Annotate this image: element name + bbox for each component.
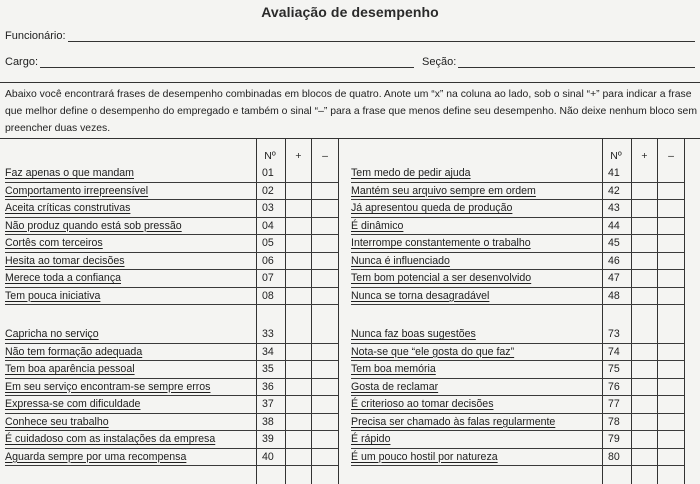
- right-end-column-line: [684, 139, 685, 484]
- minus-checkbox[interactable]: [658, 344, 684, 361]
- minus-checkbox[interactable]: [312, 288, 338, 305]
- item-number: 46: [608, 254, 620, 267]
- plus-checkbox[interactable]: [286, 449, 312, 466]
- plus-checkbox[interactable]: [632, 270, 658, 287]
- plus-checkbox[interactable]: [286, 270, 312, 287]
- phrase: Capricha no serviço: [5, 328, 99, 340]
- minus-checkbox[interactable]: [658, 449, 684, 466]
- table-row: [5, 326, 338, 344]
- plus-checkbox[interactable]: [286, 326, 312, 343]
- minus-checkbox[interactable]: [312, 218, 338, 235]
- item-number: 08: [262, 289, 274, 302]
- phrase: Interrompe constantemente o trabalho: [351, 237, 531, 249]
- table-row: [5, 379, 338, 397]
- minus-checkbox[interactable]: [312, 270, 338, 287]
- table-row: [351, 288, 684, 306]
- minus-checkbox[interactable]: [658, 288, 684, 305]
- phrase: Tem boa aparência pessoal: [5, 363, 135, 375]
- item-number: 07: [262, 272, 274, 284]
- minus-checkbox[interactable]: [658, 270, 684, 287]
- item-number: 35: [262, 363, 274, 375]
- plus-checkbox[interactable]: [286, 288, 312, 305]
- plus-checkbox[interactable]: [632, 218, 658, 235]
- phrase: Comportamento irrepreensível: [5, 184, 149, 197]
- item-number: 04: [262, 219, 274, 232]
- plus-checkbox[interactable]: [632, 344, 658, 361]
- minus-checkbox[interactable]: [312, 414, 338, 431]
- table-row: [5, 288, 338, 306]
- minus-checkbox[interactable]: [312, 361, 338, 378]
- minus-checkbox[interactable]: [312, 165, 338, 182]
- item-number: 80: [608, 450, 620, 463]
- minus-checkbox[interactable]: [312, 449, 338, 466]
- table-row: [351, 235, 684, 253]
- phrase: Tem pouca iniciativa: [5, 289, 101, 302]
- plus-checkbox[interactable]: [632, 288, 658, 305]
- phrase: É criterioso ao tomar decisões: [351, 398, 494, 410]
- table-row: [5, 235, 338, 253]
- item-number: 03: [262, 202, 274, 214]
- instructions-text: Abaixo você encontrará frases de desempenho combinadas em blocos de quatro. Anote um “x” na coluna ao lado, sob o sinal “+” para indicar a frase que melhor define o desempenho do empregado e também o sinal “–” para a frase que menos define seu desempenho. Não deixe nenhum bloco sem preencher duas vezes.: [5, 89, 697, 134]
- right-number-header: Nº: [610, 150, 622, 162]
- minus-checkbox[interactable]: [312, 200, 338, 217]
- plus-checkbox[interactable]: [632, 396, 658, 413]
- table-row: [5, 396, 338, 414]
- plus-checkbox[interactable]: [286, 165, 312, 182]
- table-row: [5, 431, 338, 449]
- plus-checkbox[interactable]: [286, 396, 312, 413]
- plus-checkbox[interactable]: [286, 253, 312, 270]
- plus-checkbox[interactable]: [286, 200, 312, 217]
- minus-checkbox[interactable]: [658, 183, 684, 200]
- item-number: 41: [608, 167, 620, 179]
- phrase: Não tem formação adequada: [5, 345, 143, 358]
- table-row: [5, 218, 338, 236]
- plus-checkbox[interactable]: [632, 449, 658, 466]
- minus-checkbox[interactable]: [658, 253, 684, 270]
- phrase: Já apresentou queda de produção: [351, 202, 513, 214]
- item-number: 45: [608, 237, 620, 249]
- plus-checkbox[interactable]: [286, 183, 312, 200]
- item-number: 47: [608, 272, 620, 284]
- left-plus-header: +: [295, 150, 302, 162]
- table-row: [351, 270, 684, 288]
- item-number: 42: [608, 184, 620, 197]
- phrase: Tem medo de pedir ajuda: [351, 167, 471, 179]
- item-number: 33: [262, 328, 274, 340]
- phrase: É rápido: [351, 433, 391, 445]
- left-number-header: Nº: [264, 150, 276, 162]
- table-row: [351, 396, 684, 414]
- divider-top: [0, 82, 700, 83]
- minus-checkbox[interactable]: [658, 235, 684, 252]
- item-number: 75: [608, 363, 620, 375]
- item-number: 79: [608, 433, 620, 445]
- phrase: Gosta de reclamar: [351, 380, 439, 393]
- item-number: 44: [608, 219, 620, 232]
- item-number: 36: [262, 380, 274, 393]
- plus-checkbox[interactable]: [632, 431, 658, 448]
- table-row: [351, 183, 684, 201]
- item-number: 40: [262, 450, 274, 463]
- table-row: [351, 165, 684, 183]
- item-number: 38: [262, 415, 274, 428]
- item-number: 05: [262, 237, 274, 249]
- phrase: Faz apenas o que mandam: [5, 167, 134, 179]
- phrase: Nunca faz boas sugestões: [351, 328, 476, 340]
- phrase: Conhece seu trabalho: [5, 415, 109, 428]
- phrase: Merece toda a confiança: [5, 272, 122, 284]
- employee-label: Funcionário:: [5, 30, 66, 42]
- table-row: [5, 165, 338, 183]
- table-row: [351, 414, 684, 432]
- phrase: Precisa ser chamado às falas regularmente: [351, 415, 556, 428]
- item-number: 34: [262, 345, 274, 358]
- item-number: 02: [262, 184, 274, 197]
- plus-checkbox[interactable]: [286, 431, 312, 448]
- table-row: [5, 270, 338, 288]
- item-number: 74: [608, 345, 620, 358]
- section-label: Seção:: [422, 56, 457, 68]
- minus-checkbox[interactable]: [658, 414, 684, 431]
- table-row: [351, 218, 684, 236]
- item-number: 37: [262, 398, 274, 410]
- minus-checkbox[interactable]: [658, 379, 684, 396]
- position-field[interactable]: [40, 57, 414, 68]
- item-number: 73: [608, 328, 620, 340]
- plus-checkbox[interactable]: [286, 218, 312, 235]
- item-number: 76: [608, 380, 620, 393]
- table-row: [351, 344, 684, 362]
- phrase: Cortês com terceiros: [5, 237, 103, 249]
- item-number: 39: [262, 433, 274, 445]
- left-end-column-line: [338, 139, 339, 484]
- phrase: É cuidadoso com as instalações da empresa: [5, 433, 216, 445]
- employee-field[interactable]: [68, 31, 695, 42]
- minus-checkbox[interactable]: [312, 235, 338, 252]
- employee-field-row: [5, 30, 695, 42]
- minus-checkbox[interactable]: [312, 253, 338, 270]
- item-number: 78: [608, 415, 620, 428]
- minus-checkbox[interactable]: [658, 431, 684, 448]
- left-minus-header: –: [322, 150, 328, 162]
- phrase: Aceita críticas construtivas: [5, 202, 131, 214]
- item-number: 01: [262, 167, 274, 179]
- table-row: [351, 449, 684, 467]
- table-row: [5, 449, 338, 467]
- table-row: [351, 326, 684, 344]
- item-number: 77: [608, 398, 620, 410]
- position-section-row: [5, 56, 695, 68]
- plus-checkbox[interactable]: [286, 344, 312, 361]
- phrase: Expressa-se com dificuldade: [5, 398, 141, 410]
- minus-checkbox[interactable]: [658, 165, 684, 182]
- plus-checkbox[interactable]: [632, 326, 658, 343]
- minus-checkbox[interactable]: [658, 396, 684, 413]
- minus-checkbox[interactable]: [312, 326, 338, 343]
- phrase: Tem boa memória: [351, 363, 436, 375]
- phrase: É dinâmico: [351, 219, 404, 232]
- phrase: Tem bom potencial a ser desenvolvido: [351, 272, 532, 284]
- phrase: Aguarda sempre por uma recompensa: [5, 450, 187, 463]
- table-row: [351, 200, 684, 218]
- phrase: Nota-se que “ele gosta do que faz”: [351, 345, 515, 358]
- phrase: Hesita ao tomar decisões: [5, 254, 125, 267]
- table-row: [351, 253, 684, 271]
- plus-checkbox[interactable]: [632, 200, 658, 217]
- table-row: [5, 183, 338, 201]
- phrase: Mantém seu arquivo sempre em ordem: [351, 184, 536, 197]
- plus-checkbox[interactable]: [632, 379, 658, 396]
- right-plus-header: +: [641, 150, 648, 162]
- minus-checkbox[interactable]: [312, 344, 338, 361]
- divider-table: [0, 138, 700, 139]
- plus-checkbox[interactable]: [632, 165, 658, 182]
- minus-checkbox[interactable]: [312, 379, 338, 396]
- table-row: [5, 253, 338, 271]
- phrase: É um pouco hostil por natureza: [351, 450, 498, 463]
- plus-checkbox[interactable]: [632, 361, 658, 378]
- table-row: [5, 200, 338, 218]
- minus-checkbox[interactable]: [312, 183, 338, 200]
- right-minus-header: –: [668, 150, 674, 162]
- item-number: 43: [608, 202, 620, 214]
- table-row: [351, 379, 684, 397]
- table-row: [5, 361, 338, 379]
- position-label: Cargo:: [5, 56, 39, 68]
- phrase: Em seu serviço encontram-se sempre erros: [5, 380, 211, 393]
- plus-checkbox[interactable]: [632, 414, 658, 431]
- minus-checkbox[interactable]: [312, 396, 338, 413]
- phrase: Nunca é influenciado: [351, 254, 450, 267]
- table-row: [351, 361, 684, 379]
- phrase: Não produz quando está sob pressão: [5, 219, 182, 232]
- plus-checkbox[interactable]: [632, 253, 658, 270]
- table-row: [351, 431, 684, 449]
- section-field[interactable]: [458, 57, 695, 68]
- minus-checkbox[interactable]: [658, 361, 684, 378]
- minus-checkbox[interactable]: [312, 431, 338, 448]
- plus-checkbox[interactable]: [286, 379, 312, 396]
- minus-checkbox[interactable]: [658, 218, 684, 235]
- minus-checkbox[interactable]: [658, 326, 684, 343]
- item-number: 48: [608, 289, 620, 302]
- plus-checkbox[interactable]: [286, 361, 312, 378]
- minus-checkbox[interactable]: [658, 200, 684, 217]
- item-number: 06: [262, 254, 274, 267]
- plus-checkbox[interactable]: [286, 414, 312, 431]
- plus-checkbox[interactable]: [632, 183, 658, 200]
- page-title: Avaliação de desempenho: [261, 4, 439, 20]
- phrase: Nunca se torna desagradável: [351, 289, 490, 302]
- plus-checkbox[interactable]: [632, 235, 658, 252]
- plus-checkbox[interactable]: [286, 235, 312, 252]
- table-row: [5, 414, 338, 432]
- table-row: [5, 344, 338, 362]
